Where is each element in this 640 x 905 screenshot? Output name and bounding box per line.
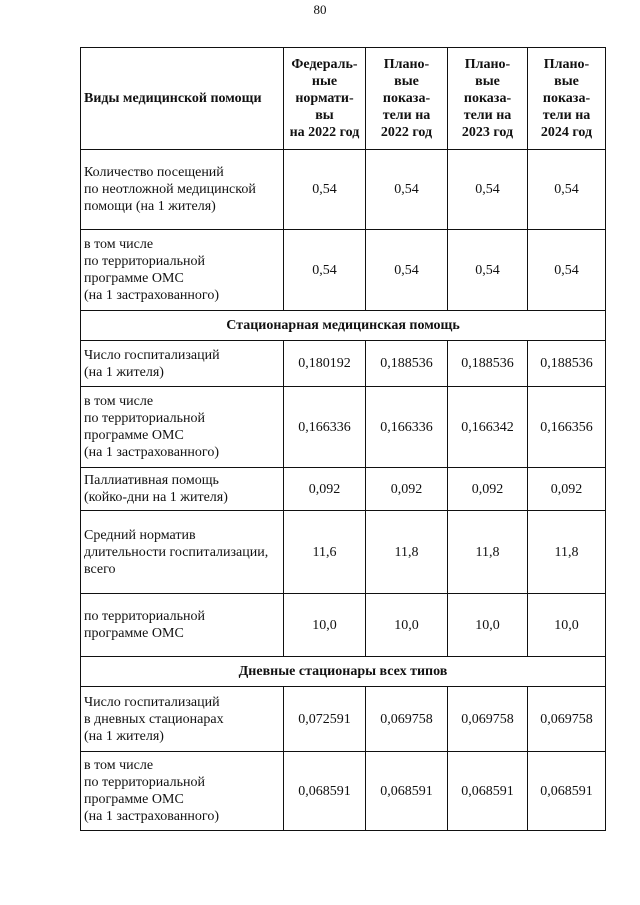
row-label: в том числе по территориальной программе ОМС (на 1 застрахованного) [81, 752, 284, 831]
table-row [81, 468, 606, 511]
table-row [81, 150, 606, 230]
value-cell: 11,8 [366, 511, 448, 594]
value-cell: 11,6 [284, 511, 366, 594]
row-label: Количество посещений по неотложной медицинской помощи (на 1 жителя) [81, 150, 284, 230]
row-label: в том числе по территориальной программе ОМС (на 1 застрахованного) [81, 387, 284, 468]
value-cell: 10,0 [366, 594, 448, 657]
value-cell: 0,068591 [448, 752, 528, 831]
section-row [81, 311, 606, 341]
value-cell: 0,092 [528, 468, 606, 511]
value-cell: 0,069758 [366, 687, 448, 752]
table-row [81, 341, 606, 387]
header-kinds-of-care: Виды медицинской помощи [81, 48, 284, 150]
value-cell: 0,166342 [448, 387, 528, 468]
value-cell: 0,166336 [366, 387, 448, 468]
row-label: Средний норматив длительности госпитализации, всего [81, 511, 284, 594]
value-cell: 0,166336 [284, 387, 366, 468]
row-label: Паллиативная помощь (койко-дни на 1 жителя) [81, 468, 284, 511]
row-label: по территориальной программе ОМС [81, 594, 284, 657]
value-cell: 10,0 [528, 594, 606, 657]
header-federal-norms-2022: Федераль- ные нормати- вы на 2022 год [284, 48, 366, 150]
row-label: Число госпитализаций в дневных стационарах (на 1 жителя) [81, 687, 284, 752]
norms-table [80, 47, 606, 831]
value-cell: 0,54 [284, 150, 366, 230]
value-cell: 0,069758 [528, 687, 606, 752]
value-cell: 0,54 [448, 150, 528, 230]
value-cell: 0,188536 [366, 341, 448, 387]
value-cell: 10,0 [448, 594, 528, 657]
row-label: Число госпитализаций (на 1 жителя) [81, 341, 284, 387]
table-row [81, 387, 606, 468]
section-title-day-hospitals: Дневные стационары всех типов [81, 657, 606, 687]
section-title-inpatient: Стационарная медицинская помощь [81, 311, 606, 341]
value-cell: 0,068591 [528, 752, 606, 831]
value-cell: 0,180192 [284, 341, 366, 387]
value-cell: 0,54 [528, 230, 606, 311]
value-cell: 0,54 [366, 230, 448, 311]
section-row [81, 657, 606, 687]
value-cell: 0,54 [528, 150, 606, 230]
value-cell: 0,068591 [284, 752, 366, 831]
header-planned-2022: Плано- вые показа- тели на 2022 год [366, 48, 448, 150]
table-row [81, 230, 606, 311]
value-cell: 0,166356 [528, 387, 606, 468]
value-cell: 0,54 [366, 150, 448, 230]
row-label: в том числе по территориальной программе ОМС (на 1 застрахованного) [81, 230, 284, 311]
value-cell: 11,8 [528, 511, 606, 594]
table-row [81, 594, 606, 657]
value-cell: 0,092 [366, 468, 448, 511]
value-cell: 0,092 [284, 468, 366, 511]
value-cell: 0,54 [448, 230, 528, 311]
table-row [81, 752, 606, 831]
value-cell: 0,188536 [528, 341, 606, 387]
value-cell: 0,069758 [448, 687, 528, 752]
value-cell: 10,0 [284, 594, 366, 657]
table-row [81, 687, 606, 752]
header-planned-2024: Плано- вые показа- тели на 2024 год [528, 48, 606, 150]
value-cell: 0,072591 [284, 687, 366, 752]
value-cell: 0,092 [448, 468, 528, 511]
page-number: 80 [313, 2, 327, 17]
value-cell: 11,8 [448, 511, 528, 594]
header-row [81, 48, 606, 150]
value-cell: 0,54 [284, 230, 366, 311]
value-cell: 0,068591 [366, 752, 448, 831]
table-row [81, 511, 606, 594]
value-cell: 0,188536 [448, 341, 528, 387]
header-planned-2023: Плано- вые показа- тели на 2023 год [448, 48, 528, 150]
